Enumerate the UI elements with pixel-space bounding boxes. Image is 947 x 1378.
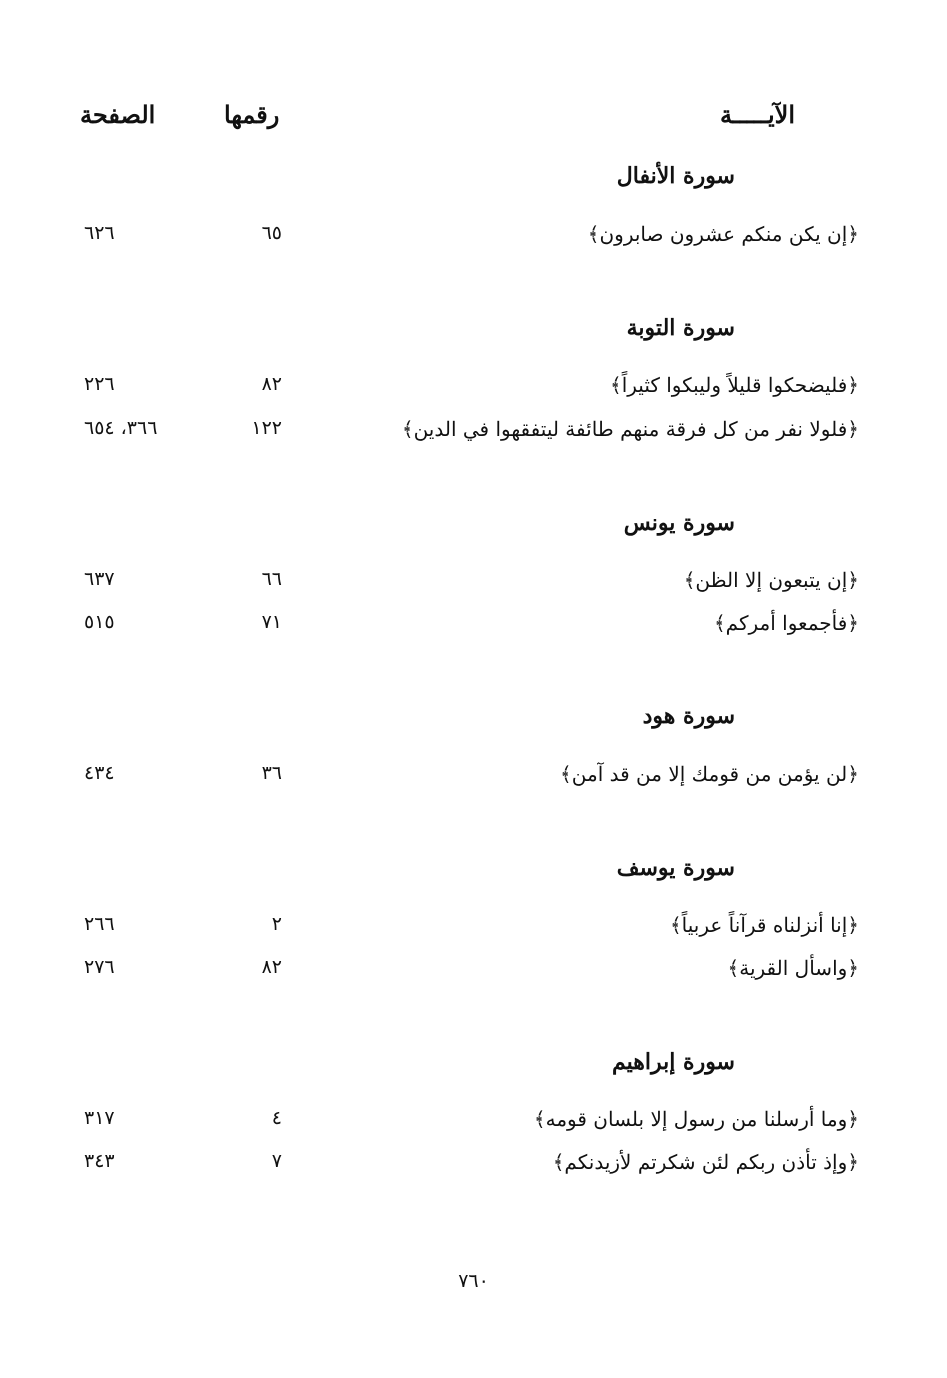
page-ref: ٣١٧ (84, 1107, 115, 1129)
ayah-number: ٤ (271, 1107, 282, 1129)
ayah-number: ٣٦ (261, 762, 282, 784)
page-ref: ٤٣٤ (84, 762, 115, 784)
ayah-text: ﴿لن يؤمن من قومك إلا من قد آمن﴾ (560, 762, 859, 786)
page-ref: ٢٧٦ (84, 956, 115, 978)
surah-heading: سورة يونس (623, 510, 735, 536)
column-header-number: رقمها (224, 100, 280, 129)
ayah-number: ٨٢ (261, 956, 282, 978)
ayah-text: ﴿فلولا نفر من كل فرقة منهم طائفة ليتفقهوا في الدين﴾ (401, 417, 859, 441)
ayah-number: ٦٥ (261, 222, 282, 244)
page-number: ٧٦٠ (458, 1270, 489, 1292)
ayah-text: ﴿واسأل القرية﴾ (727, 956, 859, 980)
page-ref: ٢٢٦ (84, 373, 115, 395)
ayah-number: ٨٢ (261, 373, 282, 395)
index-row (0, 222, 947, 262)
column-header-ayah: الآيـــــة (719, 100, 795, 129)
surah-heading: سورة يوسف (616, 855, 735, 881)
ayah-number: ١٢٢ (251, 417, 282, 439)
ayah-text: ﴿إن يكن منكم عشرون صابرون﴾ (587, 222, 859, 246)
ayah-number: ٢ (271, 913, 282, 935)
ayah-text: ﴿إن يتبعون إلا الظن﴾ (683, 568, 859, 592)
ayah-text: ﴿فليضحكوا قليلاً وليبكوا كثيراً﴾ (609, 373, 859, 397)
surah-heading: سورة هود (642, 703, 735, 729)
surah-heading: سورة إبراهيم (612, 1049, 735, 1075)
page-ref: ٣٦٦، ٦٥٤ (84, 417, 158, 439)
page-ref: ٥١٥ (84, 611, 115, 633)
page-ref: ٢٦٦ (84, 913, 115, 935)
surah-heading: سورة التوبة (626, 315, 735, 341)
index-row (0, 373, 947, 413)
ayah-text: ﴿وإذ تأذن ربكم لئن شكرتم لأزيدنكم﴾ (552, 1150, 859, 1174)
index-row (0, 913, 947, 953)
index-row (0, 762, 947, 802)
index-row (0, 1150, 947, 1190)
index-row (0, 417, 947, 457)
index-row (0, 1107, 947, 1147)
ayah-number: ٦٦ (261, 568, 282, 590)
index-row (0, 956, 947, 996)
page-ref: ٦٣٧ (84, 568, 115, 590)
ayah-text: ﴿وما أرسلنا من رسول إلا بلسان قومه﴾ (533, 1107, 859, 1131)
ayah-text: ﴿إنا أنزلناه قرآناً عربياً﴾ (669, 913, 859, 937)
index-row (0, 611, 947, 651)
page-ref: ٣٤٣ (84, 1150, 115, 1172)
column-header-page: الصفحة (80, 100, 156, 129)
ayah-number: ٧١ (261, 611, 282, 633)
index-row (0, 568, 947, 608)
ayah-text: ﴿فأجمعوا أمركم﴾ (713, 611, 859, 635)
surah-heading: سورة الأنفال (616, 163, 735, 189)
page-ref: ٦٢٦ (84, 222, 115, 244)
ayah-number: ٧ (271, 1150, 282, 1172)
